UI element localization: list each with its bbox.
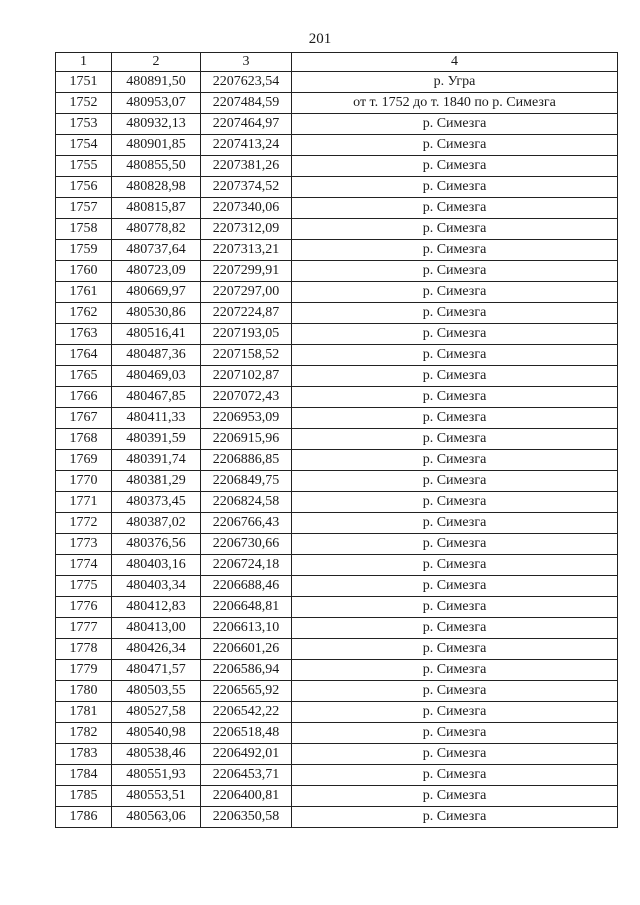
point-number-cell: 1758 <box>56 219 112 240</box>
y-coordinate-cell: 2207623,54 <box>201 72 292 93</box>
point-number-cell: 1752 <box>56 93 112 114</box>
table-row <box>56 492 618 513</box>
description-cell: р. Симезга <box>292 597 618 618</box>
description-cell: р. Симезга <box>292 324 618 345</box>
x-coordinate-cell: 480553,51 <box>112 786 201 807</box>
table-row <box>56 681 618 702</box>
point-number-cell: 1781 <box>56 702 112 723</box>
x-coordinate-cell: 480551,93 <box>112 765 201 786</box>
y-coordinate-cell: 2206586,94 <box>201 660 292 681</box>
description-cell: р. Симезга <box>292 786 618 807</box>
x-coordinate-cell: 480503,55 <box>112 681 201 702</box>
point-number-cell: 1751 <box>56 72 112 93</box>
y-coordinate-cell: 2206350,58 <box>201 807 292 828</box>
description-cell: р. Симезга <box>292 702 618 723</box>
description-cell: р. Симезга <box>292 303 618 324</box>
point-number-cell: 1762 <box>56 303 112 324</box>
table-row <box>56 93 618 114</box>
y-coordinate-cell: 2207299,91 <box>201 261 292 282</box>
table-row <box>56 471 618 492</box>
y-coordinate-cell: 2207072,43 <box>201 387 292 408</box>
table-row <box>56 387 618 408</box>
point-number-cell: 1770 <box>56 471 112 492</box>
y-coordinate-cell: 2207313,21 <box>201 240 292 261</box>
point-number-cell: 1769 <box>56 450 112 471</box>
y-coordinate-cell: 2207158,52 <box>201 345 292 366</box>
y-coordinate-cell: 2207484,59 <box>201 93 292 114</box>
point-number-cell: 1771 <box>56 492 112 513</box>
y-coordinate-cell: 2206492,01 <box>201 744 292 765</box>
y-coordinate-cell: 2206730,66 <box>201 534 292 555</box>
point-number-cell: 1753 <box>56 114 112 135</box>
table-row <box>56 534 618 555</box>
x-coordinate-cell: 480538,46 <box>112 744 201 765</box>
table-row <box>56 744 618 765</box>
y-coordinate-cell: 2207340,06 <box>201 198 292 219</box>
table-row <box>56 408 618 429</box>
description-cell: р. Симезга <box>292 660 618 681</box>
x-coordinate-cell: 480932,13 <box>112 114 201 135</box>
x-coordinate-cell: 480487,36 <box>112 345 201 366</box>
x-coordinate-cell: 480376,56 <box>112 534 201 555</box>
x-coordinate-cell: 480891,50 <box>112 72 201 93</box>
point-number-cell: 1754 <box>56 135 112 156</box>
description-cell: р. Симезга <box>292 366 618 387</box>
description-cell: р. Симезга <box>292 408 618 429</box>
point-number-cell: 1759 <box>56 240 112 261</box>
description-cell: от т. 1752 до т. 1840 по р. Симезга <box>292 93 618 114</box>
point-number-cell: 1767 <box>56 408 112 429</box>
page-number: 201 <box>308 31 332 47</box>
table-row <box>56 177 618 198</box>
table-row <box>56 261 618 282</box>
point-number-cell: 1772 <box>56 513 112 534</box>
table-row <box>56 345 618 366</box>
y-coordinate-cell: 2206849,75 <box>201 471 292 492</box>
point-number-cell: 1757 <box>56 198 112 219</box>
description-cell: р. Симезга <box>292 681 618 702</box>
y-coordinate-cell: 2206565,92 <box>201 681 292 702</box>
table-row <box>56 639 618 660</box>
table-row <box>56 366 618 387</box>
description-cell: р. Симезга <box>292 282 618 303</box>
x-coordinate-cell: 480426,34 <box>112 639 201 660</box>
x-coordinate-cell: 480413,00 <box>112 618 201 639</box>
y-coordinate-cell: 2207464,97 <box>201 114 292 135</box>
table-row <box>56 807 618 828</box>
point-number-cell: 1780 <box>56 681 112 702</box>
table-row <box>56 114 618 135</box>
x-coordinate-cell: 480469,03 <box>112 366 201 387</box>
description-cell: р. Симезга <box>292 765 618 786</box>
description-cell: р. Симезга <box>292 492 618 513</box>
description-cell: р. Симезга <box>292 219 618 240</box>
point-number-cell: 1755 <box>56 156 112 177</box>
x-coordinate-cell: 480403,34 <box>112 576 201 597</box>
x-coordinate-cell: 480530,86 <box>112 303 201 324</box>
x-coordinate-cell: 480467,85 <box>112 387 201 408</box>
table-row <box>56 765 618 786</box>
point-number-cell: 1782 <box>56 723 112 744</box>
header-cell-1: 1 <box>56 53 112 72</box>
y-coordinate-cell: 2207374,52 <box>201 177 292 198</box>
x-coordinate-cell: 480471,57 <box>112 660 201 681</box>
x-coordinate-cell: 480815,87 <box>112 198 201 219</box>
header-cell-3: 3 <box>201 53 292 72</box>
x-coordinate-cell: 480855,50 <box>112 156 201 177</box>
description-cell: р. Симезга <box>292 471 618 492</box>
point-number-cell: 1763 <box>56 324 112 345</box>
point-number-cell: 1777 <box>56 618 112 639</box>
point-number-cell: 1774 <box>56 555 112 576</box>
point-number-cell: 1776 <box>56 597 112 618</box>
point-number-cell: 1785 <box>56 786 112 807</box>
table-row <box>56 324 618 345</box>
x-coordinate-cell: 480527,58 <box>112 702 201 723</box>
description-cell: р. Симезга <box>292 744 618 765</box>
x-coordinate-cell: 480778,82 <box>112 219 201 240</box>
point-number-cell: 1786 <box>56 807 112 828</box>
y-coordinate-cell: 2207413,24 <box>201 135 292 156</box>
description-cell: р. Симезга <box>292 177 618 198</box>
y-coordinate-cell: 2206688,46 <box>201 576 292 597</box>
y-coordinate-cell: 2206824,58 <box>201 492 292 513</box>
y-coordinate-cell: 2207102,87 <box>201 366 292 387</box>
table-row <box>56 555 618 576</box>
table-row <box>56 198 618 219</box>
x-coordinate-cell: 480563,06 <box>112 807 201 828</box>
description-cell: р. Симезга <box>292 135 618 156</box>
table-row <box>56 702 618 723</box>
description-cell: р. Симезга <box>292 198 618 219</box>
description-cell: р. Симезга <box>292 807 618 828</box>
y-coordinate-cell: 2206453,71 <box>201 765 292 786</box>
description-cell: р. Симезга <box>292 240 618 261</box>
description-cell: р. Симезга <box>292 618 618 639</box>
y-coordinate-cell: 2206766,43 <box>201 513 292 534</box>
description-cell: р. Симезга <box>292 576 618 597</box>
table-row <box>56 597 618 618</box>
y-coordinate-cell: 2207297,00 <box>201 282 292 303</box>
description-cell: р. Симезга <box>292 534 618 555</box>
point-number-cell: 1766 <box>56 387 112 408</box>
y-coordinate-cell: 2206601,26 <box>201 639 292 660</box>
x-coordinate-cell: 480669,97 <box>112 282 201 303</box>
coordinates-table <box>55 52 618 828</box>
x-coordinate-cell: 480411,33 <box>112 408 201 429</box>
x-coordinate-cell: 480391,74 <box>112 450 201 471</box>
header-cell-4: 4 <box>292 53 618 72</box>
point-number-cell: 1756 <box>56 177 112 198</box>
point-number-cell: 1768 <box>56 429 112 450</box>
description-cell: р. Симезга <box>292 723 618 744</box>
description-cell: р. Симезга <box>292 114 618 135</box>
description-cell: р. Симезга <box>292 429 618 450</box>
y-coordinate-cell: 2206518,48 <box>201 723 292 744</box>
point-number-cell: 1783 <box>56 744 112 765</box>
y-coordinate-cell: 2206724,18 <box>201 555 292 576</box>
x-coordinate-cell: 480373,45 <box>112 492 201 513</box>
table-row <box>56 723 618 744</box>
description-cell: р. Угра <box>292 72 618 93</box>
y-coordinate-cell: 2206648,81 <box>201 597 292 618</box>
x-coordinate-cell: 480540,98 <box>112 723 201 744</box>
description-cell: р. Симезга <box>292 450 618 471</box>
table-row <box>56 576 618 597</box>
point-number-cell: 1764 <box>56 345 112 366</box>
x-coordinate-cell: 480723,09 <box>112 261 201 282</box>
table-row <box>56 513 618 534</box>
x-coordinate-cell: 480381,29 <box>112 471 201 492</box>
y-coordinate-cell: 2206915,96 <box>201 429 292 450</box>
point-number-cell: 1760 <box>56 261 112 282</box>
table-header-row <box>56 53 618 72</box>
table-row <box>56 240 618 261</box>
point-number-cell: 1778 <box>56 639 112 660</box>
y-coordinate-cell: 2207193,05 <box>201 324 292 345</box>
x-coordinate-cell: 480901,85 <box>112 135 201 156</box>
table-row <box>56 660 618 681</box>
table-row <box>56 450 618 471</box>
table-row <box>56 618 618 639</box>
table-row <box>56 303 618 324</box>
description-cell: р. Симезга <box>292 261 618 282</box>
table-row <box>56 786 618 807</box>
description-cell: р. Симезга <box>292 345 618 366</box>
y-coordinate-cell: 2207381,26 <box>201 156 292 177</box>
description-cell: р. Симезга <box>292 555 618 576</box>
description-cell: р. Симезга <box>292 387 618 408</box>
point-number-cell: 1775 <box>56 576 112 597</box>
y-coordinate-cell: 2206886,85 <box>201 450 292 471</box>
table-row <box>56 429 618 450</box>
table-row <box>56 156 618 177</box>
description-cell: р. Симезга <box>292 513 618 534</box>
x-coordinate-cell: 480953,07 <box>112 93 201 114</box>
y-coordinate-cell: 2206613,10 <box>201 618 292 639</box>
point-number-cell: 1773 <box>56 534 112 555</box>
description-cell: р. Симезга <box>292 639 618 660</box>
x-coordinate-cell: 480828,98 <box>112 177 201 198</box>
y-coordinate-cell: 2206542,22 <box>201 702 292 723</box>
x-coordinate-cell: 480737,64 <box>112 240 201 261</box>
description-cell: р. Симезга <box>292 156 618 177</box>
table-row <box>56 282 618 303</box>
y-coordinate-cell: 2207224,87 <box>201 303 292 324</box>
table-row <box>56 219 618 240</box>
x-coordinate-cell: 480412,83 <box>112 597 201 618</box>
table-body <box>56 53 618 828</box>
y-coordinate-cell: 2207312,09 <box>201 219 292 240</box>
table-row <box>56 72 618 93</box>
x-coordinate-cell: 480391,59 <box>112 429 201 450</box>
y-coordinate-cell: 2206953,09 <box>201 408 292 429</box>
y-coordinate-cell: 2206400,81 <box>201 786 292 807</box>
header-cell-2: 2 <box>112 53 201 72</box>
point-number-cell: 1779 <box>56 660 112 681</box>
point-number-cell: 1761 <box>56 282 112 303</box>
point-number-cell: 1765 <box>56 366 112 387</box>
point-number-cell: 1784 <box>56 765 112 786</box>
x-coordinate-cell: 480403,16 <box>112 555 201 576</box>
x-coordinate-cell: 480516,41 <box>112 324 201 345</box>
table-row <box>56 135 618 156</box>
x-coordinate-cell: 480387,02 <box>112 513 201 534</box>
